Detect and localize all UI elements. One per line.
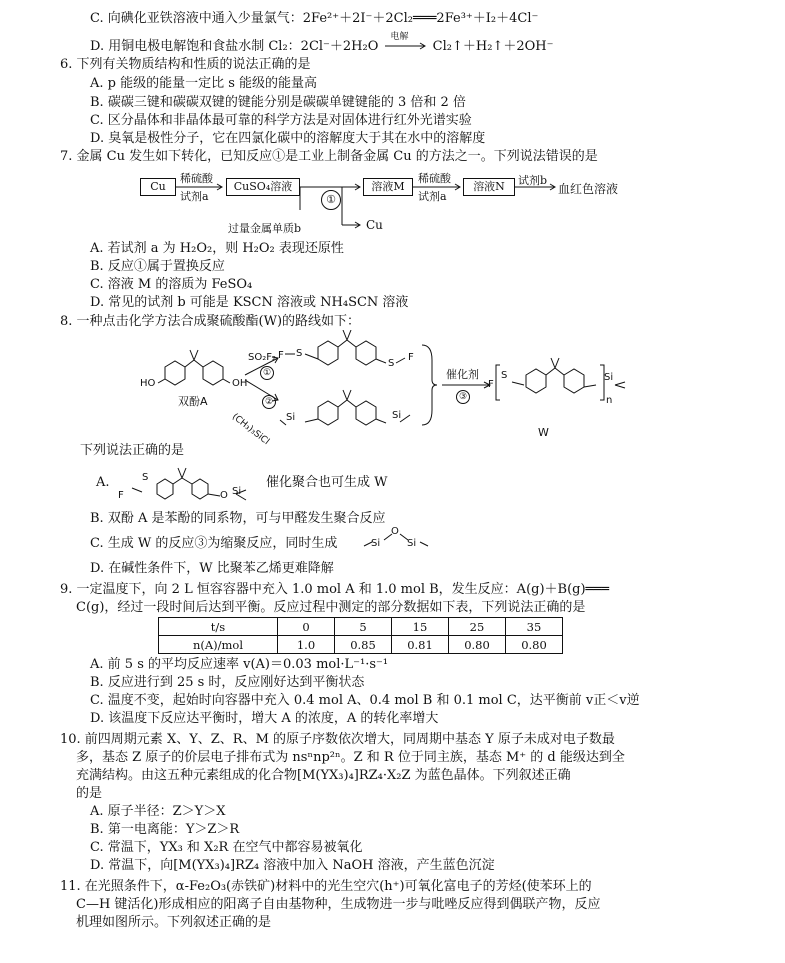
q7-option-a: A. 若试剂 a 为 H₂O₂，则 H₂O₂ 表现还原性	[90, 241, 344, 256]
q10-option-b: B. 第一电离能：Y＞Z＞R	[90, 822, 240, 837]
w-f-end: F	[488, 379, 494, 390]
scheme-drawing	[0, 330, 785, 448]
table-row	[159, 618, 563, 636]
q10-option-a: A. 原子半径：Z＞Y＞X	[90, 804, 226, 819]
route-1-marker: ①	[260, 366, 274, 380]
q9-stem-line1: 9. 一定温度下，向 2 L 恒容容器中充入 1.0 mol A 和 1.0 mol B，发生反应：A(g)＋B(g)═══	[60, 582, 610, 597]
reagent-tmscl: (CH₃)₃SiCl	[229, 412, 271, 448]
route-2-marker: ②	[262, 395, 276, 409]
flow-step-1: ①	[321, 190, 341, 210]
q7-option-c: C. 溶液 M 的溶质为 FeSO₄	[90, 277, 253, 292]
q8-option-a-text: 催化聚合也可生成 W	[266, 475, 388, 490]
flow-reagent2-top: 稀硫酸	[418, 172, 451, 185]
table-cell: 0.80	[506, 636, 563, 654]
q9-option-c: C. 温度不变，起始时向容器中充入 0.4 mol A、0.4 mol B 和 0.1 mol C，达平衡前 v正＜v逆	[90, 693, 640, 708]
q5-option-d-right: Cl₂↑＋H₂↑＋2OH⁻	[432, 39, 554, 54]
flowchart-lines	[0, 165, 785, 245]
w-s-group: S	[501, 370, 508, 381]
table-cell: 15	[392, 618, 449, 636]
flow-cu-out: Cu	[366, 218, 383, 232]
option-a-structure	[112, 460, 262, 510]
w-label: W	[538, 426, 549, 439]
bpa-ho: HO	[140, 378, 156, 389]
option-c-si-left: Si	[371, 538, 381, 549]
option-a-f: F	[118, 490, 124, 501]
q6-option-c: C. 区分晶体和非晶体最可靠的科学方法是对固体进行红外光谱实验	[90, 113, 472, 128]
catalyst-label: 催化剂	[446, 368, 479, 381]
upper-f-left: F	[278, 350, 284, 361]
bpa-oh: OH	[232, 378, 248, 389]
q8-stem: 8. 一种点击化学方法合成聚硫酸酯(W)的路线如下：	[60, 314, 361, 329]
table-cell: 35	[506, 618, 563, 636]
table-cell: 5	[335, 618, 392, 636]
q7-option-b: B. 反应①属于置换反应	[90, 259, 225, 274]
q7-stem: 7. 金属 Cu 发生如下转化，已知反应①是工业上制备金属 Cu 的方法之一。下列说法错误的是	[60, 149, 598, 164]
q11-stem-line3: 机理如图所示。下列叙述正确的是	[76, 915, 272, 930]
flow-metal-b: 过量金属单质b	[228, 222, 302, 235]
q10-stem-line1: 10. 前四周期元素 X、Y、Z、R、M 的原子序数依次增大，同周期中基态 Y 原子未成对电子数最	[60, 732, 615, 747]
option-a-o: O	[220, 490, 228, 501]
option-c-si-right: Si	[407, 538, 417, 549]
bpa-label: 双酚A	[178, 395, 208, 408]
q9-option-d: D. 该温度下反应达平衡时，增大 A 的浓度，A 的转化率增大	[90, 711, 439, 726]
w-n-subscript: n	[606, 395, 613, 406]
upper-f-right: F	[408, 352, 414, 363]
flow-reagent-a-top: 稀硫酸	[180, 172, 213, 185]
upper-s-left: S	[296, 348, 303, 359]
route-3-marker: ③	[456, 390, 470, 404]
table-cell: 0.80	[449, 636, 506, 654]
flow-solution-n: 溶液N	[463, 178, 515, 196]
q6-option-b: B. 碳碳三键和碳碳双键的键能分别是碳碳单键键能的 3 倍和 2 倍	[90, 95, 466, 110]
flow-solution-m: 溶液M	[363, 178, 413, 196]
q6-stem: 6. 下列有关物质结构和性质的说法正确的是	[60, 57, 311, 72]
q9-stem-line2: C(g)，经过一段时间后达到平衡。反应过程中测定的部分数据如下表，下列说法正确的是	[76, 600, 586, 615]
q10-option-c: C. 常温下，YX₃ 和 X₂R 在空气中都容易被氧化	[90, 840, 363, 855]
q9-option-a: A. 前 5 s 的平均反应速率 v(A)＝0.03 mol·L⁻¹·s⁻¹	[90, 657, 389, 672]
q7-option-d: D. 常见的试剂 b 可能是 KSCN 溶液或 NH₄SCN 溶液	[90, 295, 409, 310]
electrolysis-condition: 电解	[390, 32, 409, 42]
q8-option-d: D. 在碱性条件下，W 比聚苯乙烯更难降解	[90, 561, 334, 576]
upper-s-right: S	[388, 358, 395, 369]
table-row	[159, 636, 563, 654]
table-header-na: n(A)/mol	[159, 636, 278, 654]
table-cell: 0	[278, 618, 335, 636]
q5-option-c: C. 向碘化亚铁溶液中通入少量氯气：2Fe²⁺＋2I⁻＋2Cl₂═══2Fe³⁺＋I₂＋4Cl⁻	[90, 11, 539, 26]
reaction-arrow-icon	[383, 38, 429, 55]
q10-stem-line4: 的是	[76, 786, 103, 801]
lower-si-left: Si	[286, 412, 296, 423]
flow-reagent-a-bot: 试剂a	[180, 190, 209, 203]
q9-option-b: B. 反应进行到 25 s 时，反应刚好达到平衡状态	[90, 675, 365, 690]
q10-stem-line3: 充满结构。由这五种元素组成的化合物[M(YX₃)₄]RZ₄·X₂Z 为蓝色晶体。下列叙述正确	[76, 768, 571, 783]
flow-product: 血红色溶液	[558, 182, 619, 196]
q11-stem-line2: C—H 键活化)形成相应的阳离子自由基物种，生成物进一步与吡唑反应得到偶联产物，反应	[76, 897, 601, 912]
q8-option-c-text: C. 生成 W 的反应③为缩聚反应，同时生成	[90, 536, 338, 551]
q11-stem-line1: 11. 在光照条件下，α-Fe₂O₃(赤铁矿)材料中的光生空穴(h⁺)可氧化富电子的芳烃(使苯环上的	[60, 879, 592, 894]
q8-option-b: B. 双酚 A 是苯酚的同系物，可与甲醛发生聚合反应	[90, 511, 386, 526]
q5-option-d-left: D. 用铜电极电解饱和食盐水制 Cl₂：2Cl⁻＋2H₂O	[90, 39, 379, 54]
table-header-t: t/s	[159, 618, 278, 636]
table-cell: 25	[449, 618, 506, 636]
option-c-o: O	[391, 526, 399, 537]
q9-data-table	[158, 617, 563, 654]
q10-option-d: D. 常温下，向[M(YX₃)₄]RZ₄ 溶液中加入 NaOH 溶液，产生蓝色沉淀	[90, 858, 495, 873]
table-cell: 0.85	[335, 636, 392, 654]
flow-reagent-b: 试剂b	[518, 174, 548, 187]
q6-option-d: D. 臭氧是极性分子，它在四氯化碳中的溶解度大于其在水中的溶解度	[90, 131, 486, 146]
w-si-end: Si	[604, 372, 614, 383]
q5-option-d	[90, 32, 554, 55]
flow-reagent2-bot: 试剂a	[418, 190, 447, 203]
flow-cu: Cu	[140, 178, 176, 196]
q10-stem-line2: 多，基态 Z 原子的价层电子排布式为 nsⁿnp²ⁿ。Z 和 R 位于同主族，基态 M⁺ 的 d 能级达到全	[76, 750, 625, 765]
lower-si-right: Si	[392, 410, 402, 421]
q8-question: 下列说法正确的是	[80, 443, 185, 458]
table-cell: 1.0	[278, 636, 335, 654]
electrolysis-arrow	[383, 32, 429, 55]
flow-cuso4: CuSO₄溶液	[226, 178, 300, 196]
option-a-s: S	[142, 472, 149, 483]
reagent-so2f2: SO₂F₂	[248, 352, 276, 363]
table-cell: 0.81	[392, 636, 449, 654]
option-a-si: Si	[232, 486, 242, 497]
q6-option-a: A. p 能级的能量一定比 s 能级的能量高	[90, 76, 318, 91]
q8-option-a-label: A.	[96, 475, 110, 490]
